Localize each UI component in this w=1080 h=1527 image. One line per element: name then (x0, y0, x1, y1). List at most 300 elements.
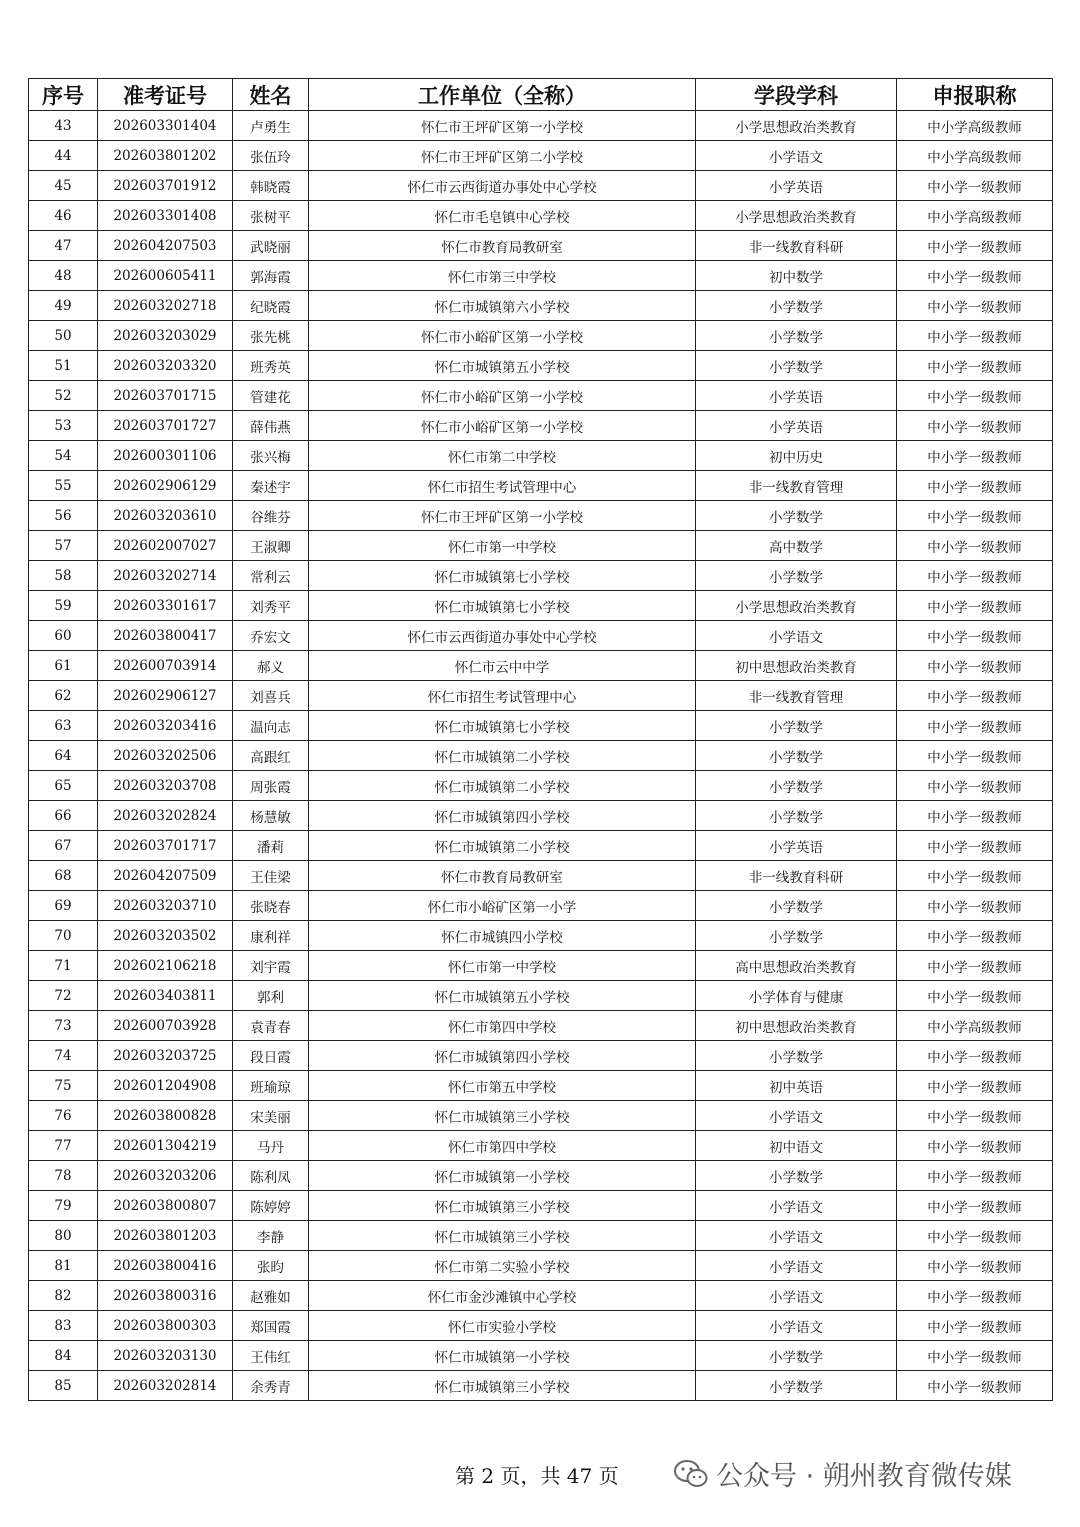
cell-exam-id: 202603202824 (98, 801, 233, 831)
cell-title: 中小学一级教师 (897, 921, 1053, 951)
cell-index: 64 (29, 741, 98, 771)
cell-title: 中小学一级教师 (897, 1191, 1053, 1221)
cell-index: 43 (29, 111, 98, 141)
cell-exam-id: 202600301106 (98, 441, 233, 471)
cell-title: 中小学一级教师 (897, 261, 1053, 291)
cell-subject: 小学数学 (696, 711, 897, 741)
cell-subject: 小学数学 (696, 741, 897, 771)
cell-title: 中小学高级教师 (897, 1011, 1053, 1041)
cell-index: 70 (29, 921, 98, 951)
table-row (29, 861, 1053, 891)
cell-name: 马丹 (233, 1131, 309, 1161)
table-row (29, 801, 1053, 831)
cell-index: 51 (29, 351, 98, 381)
cell-name: 郭海霞 (233, 261, 309, 291)
cell-workplace: 怀仁市城镇第二小学校 (309, 831, 696, 861)
cell-workplace: 怀仁市第三中学校 (309, 261, 696, 291)
cell-title: 中小学一级教师 (897, 951, 1053, 981)
cell-workplace: 怀仁市城镇第二小学校 (309, 741, 696, 771)
cell-exam-id: 202603203029 (98, 321, 233, 351)
cell-workplace: 怀仁市城镇第二小学校 (309, 771, 696, 801)
cell-title: 中小学一级教师 (897, 1311, 1053, 1341)
cell-exam-id: 202603202814 (98, 1371, 233, 1401)
table-row (29, 1311, 1053, 1341)
cell-name: 陈利凤 (233, 1161, 309, 1191)
cell-workplace: 怀仁市城镇第七小学校 (309, 591, 696, 621)
cell-subject: 小学语文 (696, 621, 897, 651)
cell-exam-id: 202602906127 (98, 681, 233, 711)
table-row (29, 1191, 1053, 1221)
cell-title: 中小学一级教师 (897, 741, 1053, 771)
cell-subject: 小学语文 (696, 1251, 897, 1281)
table-row (29, 621, 1053, 651)
cell-subject: 小学数学 (696, 291, 897, 321)
cell-index: 48 (29, 261, 98, 291)
cell-index: 45 (29, 171, 98, 201)
cell-workplace: 怀仁市王坪矿区第一小学校 (309, 501, 696, 531)
cell-name: 段日霞 (233, 1041, 309, 1071)
cell-name: 纪晓霞 (233, 291, 309, 321)
cell-workplace: 怀仁市城镇第三小学校 (309, 1221, 696, 1251)
cell-title: 中小学一级教师 (897, 441, 1053, 471)
cell-workplace: 怀仁市城镇第五小学校 (309, 981, 696, 1011)
cell-name: 张伍玲 (233, 141, 309, 171)
cell-index: 44 (29, 141, 98, 171)
cell-title: 中小学高级教师 (897, 141, 1053, 171)
table-row (29, 1161, 1053, 1191)
cell-name: 赵雅如 (233, 1281, 309, 1311)
table-row (29, 681, 1053, 711)
cell-exam-id: 202601304219 (98, 1131, 233, 1161)
cell-exam-id: 202603800807 (98, 1191, 233, 1221)
cell-name: 郭利 (233, 981, 309, 1011)
cell-workplace: 怀仁市第二中学校 (309, 441, 696, 471)
cell-index: 83 (29, 1311, 98, 1341)
page-number: 第 2 页，共 47 页 (455, 1464, 619, 1488)
cell-workplace: 怀仁市毛皂镇中心学校 (309, 201, 696, 231)
cell-name: 薛伟燕 (233, 411, 309, 441)
cell-name: 余秀青 (233, 1371, 309, 1401)
table-row (29, 141, 1053, 171)
table-row (29, 1221, 1053, 1251)
cell-subject: 小学数学 (696, 1041, 897, 1071)
cell-name: 康利祥 (233, 921, 309, 951)
cell-exam-id: 202603701727 (98, 411, 233, 441)
cell-index: 78 (29, 1161, 98, 1191)
cell-subject: 小学英语 (696, 171, 897, 201)
cell-title: 中小学一级教师 (897, 681, 1053, 711)
cell-exam-id: 202600703928 (98, 1011, 233, 1041)
table-row (29, 261, 1053, 291)
cell-title: 中小学一级教师 (897, 1041, 1053, 1071)
cell-name: 王伟红 (233, 1341, 309, 1371)
cell-workplace: 怀仁市城镇第七小学校 (309, 711, 696, 741)
cell-name: 张先桃 (233, 321, 309, 351)
cell-exam-id: 202603800416 (98, 1251, 233, 1281)
teacher-list-table (28, 78, 1053, 1401)
cell-exam-id: 202603701717 (98, 831, 233, 861)
cell-exam-id: 202603202714 (98, 561, 233, 591)
cell-workplace: 怀仁市云西街道办事处中心学校 (309, 171, 696, 201)
header-index: 序号 (29, 79, 98, 111)
cell-title: 中小学一级教师 (897, 501, 1053, 531)
cell-workplace: 怀仁市城镇第四小学校 (309, 801, 696, 831)
cell-exam-id: 202600605411 (98, 261, 233, 291)
cell-subject: 初中思想政治类教育 (696, 1011, 897, 1041)
cell-workplace: 怀仁市城镇第三小学校 (309, 1101, 696, 1131)
table-header-row (29, 79, 1053, 111)
cell-name: 张树平 (233, 201, 309, 231)
cell-exam-id: 202601204908 (98, 1071, 233, 1101)
cell-subject: 初中英语 (696, 1071, 897, 1101)
cell-index: 74 (29, 1041, 98, 1071)
cell-title: 中小学一级教师 (897, 1131, 1053, 1161)
cell-workplace: 怀仁市教育局教研室 (309, 231, 696, 261)
table-row (29, 1041, 1053, 1071)
table-row (29, 471, 1053, 501)
table-row (29, 111, 1053, 141)
cell-name: 张晓春 (233, 891, 309, 921)
cell-title: 中小学一级教师 (897, 1221, 1053, 1251)
cell-index: 73 (29, 1011, 98, 1041)
cell-index: 63 (29, 711, 98, 741)
cell-name: 张兴梅 (233, 441, 309, 471)
cell-workplace: 怀仁市城镇第三小学校 (309, 1191, 696, 1221)
cell-exam-id: 202603203710 (98, 891, 233, 921)
cell-workplace: 怀仁市城镇第四小学校 (309, 1041, 696, 1071)
cell-workplace: 怀仁市第一中学校 (309, 531, 696, 561)
cell-subject: 小学数学 (696, 501, 897, 531)
cell-title: 中小学一级教师 (897, 531, 1053, 561)
cell-title: 中小学一级教师 (897, 411, 1053, 441)
cell-name: 宋美丽 (233, 1101, 309, 1131)
table-row (29, 1071, 1053, 1101)
cell-title: 中小学一级教师 (897, 1281, 1053, 1311)
cell-subject: 小学体育与健康 (696, 981, 897, 1011)
table-row (29, 1011, 1053, 1041)
cell-subject: 小学思想政治类教育 (696, 111, 897, 141)
cell-title: 中小学一级教师 (897, 711, 1053, 741)
cell-index: 56 (29, 501, 98, 531)
cell-exam-id: 202603301408 (98, 201, 233, 231)
cell-exam-id: 202603203320 (98, 351, 233, 381)
cell-workplace: 怀仁市小峪矿区第一小学校 (309, 411, 696, 441)
table-row (29, 411, 1053, 441)
table-row (29, 981, 1053, 1011)
cell-exam-id: 202603301404 (98, 111, 233, 141)
table-row (29, 1341, 1053, 1371)
watermark (674, 1454, 1012, 1493)
cell-exam-id: 202604207509 (98, 861, 233, 891)
table-row (29, 231, 1053, 261)
cell-name: 王淑卿 (233, 531, 309, 561)
cell-title: 中小学高级教师 (897, 111, 1053, 141)
cell-name: 班秀英 (233, 351, 309, 381)
cell-subject: 小学英语 (696, 411, 897, 441)
cell-workplace: 怀仁市第四中学校 (309, 1131, 696, 1161)
cell-workplace: 怀仁市教育局教研室 (309, 861, 696, 891)
header-subject: 学段学科 (696, 79, 897, 111)
cell-index: 52 (29, 381, 98, 411)
table-row (29, 891, 1053, 921)
cell-name: 温向志 (233, 711, 309, 741)
table-row (29, 1131, 1053, 1161)
cell-name: 杨慧敏 (233, 801, 309, 831)
cell-exam-id: 202603202506 (98, 741, 233, 771)
cell-index: 68 (29, 861, 98, 891)
header-title: 申报职称 (897, 79, 1053, 111)
cell-title: 中小学一级教师 (897, 801, 1053, 831)
cell-title: 中小学一级教师 (897, 471, 1053, 501)
table-row (29, 591, 1053, 621)
cell-subject: 小学数学 (696, 1371, 897, 1401)
cell-index: 76 (29, 1101, 98, 1131)
cell-name: 谷维芬 (233, 501, 309, 531)
cell-name: 潘莉 (233, 831, 309, 861)
cell-name: 袁青春 (233, 1011, 309, 1041)
cell-title: 中小学高级教师 (897, 201, 1053, 231)
cell-name: 秦述宇 (233, 471, 309, 501)
cell-title: 中小学一级教师 (897, 1341, 1053, 1371)
cell-index: 54 (29, 441, 98, 471)
cell-exam-id: 202603203502 (98, 921, 233, 951)
cell-workplace: 怀仁市城镇第五小学校 (309, 351, 696, 381)
table-row (29, 351, 1053, 381)
cell-index: 65 (29, 771, 98, 801)
cell-title: 中小学一级教师 (897, 1101, 1053, 1131)
cell-subject: 小学语文 (696, 1101, 897, 1131)
table-row (29, 321, 1053, 351)
cell-workplace: 怀仁市城镇第七小学校 (309, 561, 696, 591)
cell-exam-id: 202603203416 (98, 711, 233, 741)
cell-subject: 小学语文 (696, 141, 897, 171)
cell-index: 61 (29, 651, 98, 681)
cell-subject: 初中数学 (696, 261, 897, 291)
cell-subject: 小学语文 (696, 1221, 897, 1251)
cell-index: 57 (29, 531, 98, 561)
cell-workplace: 怀仁市小峪矿区第一小学校 (309, 381, 696, 411)
cell-index: 72 (29, 981, 98, 1011)
cell-title: 中小学一级教师 (897, 861, 1053, 891)
table-row (29, 1251, 1053, 1281)
cell-workplace: 怀仁市小峪矿区第一小学 (309, 891, 696, 921)
cell-title: 中小学一级教师 (897, 231, 1053, 261)
cell-exam-id: 202603202718 (98, 291, 233, 321)
cell-index: 50 (29, 321, 98, 351)
cell-title: 中小学一级教师 (897, 291, 1053, 321)
cell-index: 58 (29, 561, 98, 591)
table-row (29, 1101, 1053, 1131)
cell-index: 62 (29, 681, 98, 711)
cell-exam-id: 202603701715 (98, 381, 233, 411)
header-workplace: 工作单位（全称） (309, 79, 696, 111)
cell-exam-id: 202602106218 (98, 951, 233, 981)
cell-workplace: 怀仁市第一中学校 (309, 951, 696, 981)
cell-workplace: 怀仁市招生考试管理中心 (309, 681, 696, 711)
cell-subject: 初中语文 (696, 1131, 897, 1161)
cell-index: 66 (29, 801, 98, 831)
cell-exam-id: 202603403811 (98, 981, 233, 1011)
cell-index: 84 (29, 1341, 98, 1371)
cell-subject: 高中思想政治类教育 (696, 951, 897, 981)
cell-exam-id: 202603701912 (98, 171, 233, 201)
cell-subject: 非一线教育科研 (696, 231, 897, 261)
cell-name: 张昀 (233, 1251, 309, 1281)
cell-subject: 小学数学 (696, 561, 897, 591)
cell-subject: 小学英语 (696, 831, 897, 861)
cell-subject: 小学语文 (696, 1281, 897, 1311)
cell-index: 47 (29, 231, 98, 261)
watermark-text: 公众号 · 朔州教育微传媒 (716, 1461, 1012, 1492)
cell-subject: 高中数学 (696, 531, 897, 561)
cell-workplace: 怀仁市第二实验小学校 (309, 1251, 696, 1281)
cell-exam-id: 202604207503 (98, 231, 233, 261)
cell-name: 乔宏文 (233, 621, 309, 651)
cell-index: 55 (29, 471, 98, 501)
cell-index: 85 (29, 1371, 98, 1401)
wechat-icon (674, 1459, 708, 1489)
cell-subject: 小学语文 (696, 1191, 897, 1221)
cell-name: 韩晓霞 (233, 171, 309, 201)
table-row (29, 951, 1053, 981)
table-row (29, 831, 1053, 861)
cell-title: 中小学一级教师 (897, 321, 1053, 351)
cell-subject: 小学数学 (696, 321, 897, 351)
cell-subject: 小学数学 (696, 1341, 897, 1371)
cell-title: 中小学一级教师 (897, 1161, 1053, 1191)
table-row (29, 921, 1053, 951)
cell-name: 陈婷婷 (233, 1191, 309, 1221)
cell-subject: 小学英语 (696, 381, 897, 411)
table-row (29, 771, 1053, 801)
cell-name: 郝义 (233, 651, 309, 681)
cell-workplace: 怀仁市金沙滩镇中心学校 (309, 1281, 696, 1311)
cell-title: 中小学一级教师 (897, 1071, 1053, 1101)
cell-index: 82 (29, 1281, 98, 1311)
cell-name: 武晓丽 (233, 231, 309, 261)
cell-title: 中小学一级教师 (897, 981, 1053, 1011)
cell-exam-id: 202603203725 (98, 1041, 233, 1071)
cell-index: 79 (29, 1191, 98, 1221)
table-row (29, 291, 1053, 321)
cell-exam-id: 202603203610 (98, 501, 233, 531)
cell-title: 中小学一级教师 (897, 1371, 1053, 1401)
cell-subject: 小学思想政治类教育 (696, 591, 897, 621)
cell-index: 69 (29, 891, 98, 921)
cell-exam-id: 202602007027 (98, 531, 233, 561)
cell-workplace: 怀仁市第四中学校 (309, 1011, 696, 1041)
cell-title: 中小学一级教师 (897, 651, 1053, 681)
cell-index: 80 (29, 1221, 98, 1251)
cell-title: 中小学一级教师 (897, 561, 1053, 591)
cell-subject: 非一线教育管理 (696, 471, 897, 501)
cell-index: 46 (29, 201, 98, 231)
cell-workplace: 怀仁市云西街道办事处中心学校 (309, 621, 696, 651)
cell-name: 刘秀平 (233, 591, 309, 621)
cell-subject: 小学思想政治类教育 (696, 201, 897, 231)
table-row (29, 1371, 1053, 1401)
cell-title: 中小学一级教师 (897, 171, 1053, 201)
table-row (29, 741, 1053, 771)
header-exam-id: 准考证号 (98, 79, 233, 111)
cell-name: 李静 (233, 1221, 309, 1251)
cell-index: 77 (29, 1131, 98, 1161)
cell-title: 中小学一级教师 (897, 831, 1053, 861)
cell-workplace: 怀仁市王坪矿区第一小学校 (309, 111, 696, 141)
table-row (29, 651, 1053, 681)
table-row (29, 1281, 1053, 1311)
cell-workplace: 怀仁市第五中学校 (309, 1071, 696, 1101)
table-row (29, 561, 1053, 591)
cell-workplace: 怀仁市城镇四小学校 (309, 921, 696, 951)
cell-name: 卢勇生 (233, 111, 309, 141)
cell-name: 高跟红 (233, 741, 309, 771)
cell-title: 中小学一级教师 (897, 381, 1053, 411)
cell-name: 郑国霞 (233, 1311, 309, 1341)
cell-workplace: 怀仁市招生考试管理中心 (309, 471, 696, 501)
cell-exam-id: 202603800303 (98, 1311, 233, 1341)
cell-workplace: 怀仁市城镇第六小学校 (309, 291, 696, 321)
cell-title: 中小学一级教师 (897, 591, 1053, 621)
cell-exam-id: 202603801203 (98, 1221, 233, 1251)
cell-index: 53 (29, 411, 98, 441)
cell-exam-id: 202603301617 (98, 591, 233, 621)
cell-subject: 小学语文 (696, 1311, 897, 1341)
cell-title: 中小学一级教师 (897, 891, 1053, 921)
cell-subject: 非一线教育管理 (696, 681, 897, 711)
cell-title: 中小学一级教师 (897, 771, 1053, 801)
table-row (29, 501, 1053, 531)
cell-workplace: 怀仁市小峪矿区第一小学校 (309, 321, 696, 351)
cell-subject: 小学数学 (696, 921, 897, 951)
cell-exam-id: 202600703914 (98, 651, 233, 681)
cell-index: 81 (29, 1251, 98, 1281)
cell-title: 中小学一级教师 (897, 1251, 1053, 1281)
cell-exam-id: 202603203130 (98, 1341, 233, 1371)
cell-index: 49 (29, 291, 98, 321)
table-row (29, 441, 1053, 471)
cell-subject: 小学数学 (696, 801, 897, 831)
cell-name: 周张霞 (233, 771, 309, 801)
cell-workplace: 怀仁市实验小学校 (309, 1311, 696, 1341)
cell-subject: 非一线教育科研 (696, 861, 897, 891)
table-row (29, 531, 1053, 561)
cell-exam-id: 202603801202 (98, 141, 233, 171)
cell-workplace: 怀仁市王坪矿区第二小学校 (309, 141, 696, 171)
cell-name: 刘喜兵 (233, 681, 309, 711)
cell-exam-id: 202603800828 (98, 1101, 233, 1131)
cell-index: 60 (29, 621, 98, 651)
table-row (29, 171, 1053, 201)
cell-title: 中小学一级教师 (897, 621, 1053, 651)
cell-name: 管建花 (233, 381, 309, 411)
table-row (29, 201, 1053, 231)
cell-index: 75 (29, 1071, 98, 1101)
cell-exam-id: 202603800316 (98, 1281, 233, 1311)
cell-subject: 初中历史 (696, 441, 897, 471)
cell-name: 王佳梁 (233, 861, 309, 891)
cell-exam-id: 202603800417 (98, 621, 233, 651)
table-row (29, 381, 1053, 411)
cell-workplace: 怀仁市云中中学 (309, 651, 696, 681)
cell-exam-id: 202603203206 (98, 1161, 233, 1191)
cell-workplace: 怀仁市城镇第三小学校 (309, 1371, 696, 1401)
cell-index: 59 (29, 591, 98, 621)
header-name: 姓名 (233, 79, 309, 111)
cell-subject: 小学数学 (696, 351, 897, 381)
cell-index: 71 (29, 951, 98, 981)
cell-exam-id: 202602906129 (98, 471, 233, 501)
